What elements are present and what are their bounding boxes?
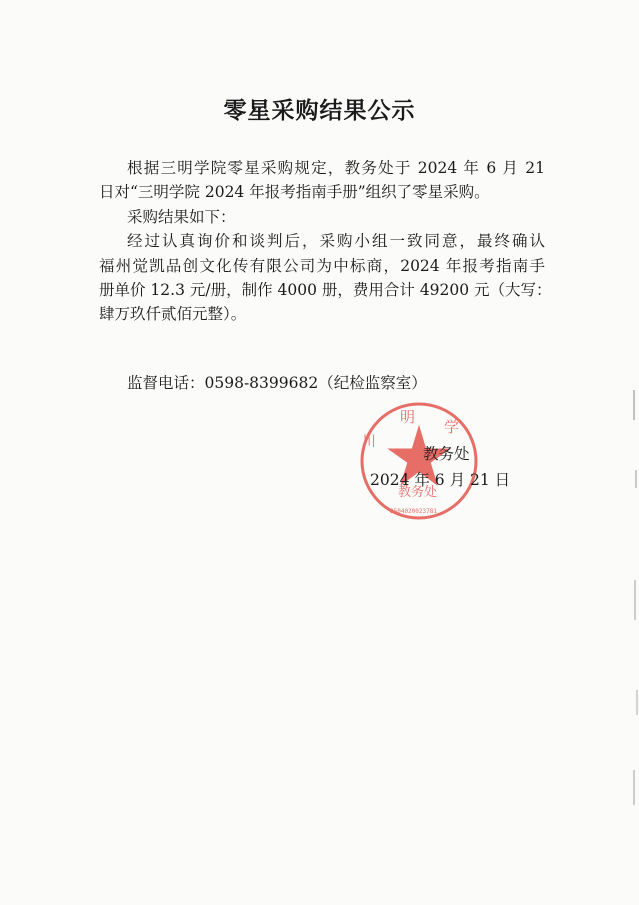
scan-edge-marks (627, 0, 639, 905)
svg-text:明: 明 (400, 408, 416, 426)
paragraph1-line-2: 日对“三明学院 2024 年报考指南手册”组织了零星采购。 (99, 183, 490, 201)
result-heading: 采购结果如下： (127, 208, 236, 226)
paragraph2-line-3: 册单价 12.3 元/册，制作 4000 册，费用合计 49200 元（大写： (99, 281, 552, 299)
signoff-date: 2024 年 6 月 21 日 (370, 471, 511, 489)
paragraph2-line-1: 经过认真询价和谈判后，采购小组一致同意，最终确认 (127, 232, 545, 250)
paragraph2-line-4: 肆万玖仟贰佰元整）。 (99, 305, 247, 323)
svg-text:教务处: 教务处 (398, 485, 438, 500)
svg-text:3504020023781: 3504020023781 (390, 508, 437, 515)
document-title: 零星采购结果公示 (223, 98, 416, 124)
paragraph1-line-1: 根据三明学院零星采购规定，教务处于 2024 年 6 月 21 (127, 159, 545, 177)
svg-text:川: 川 (362, 434, 376, 450)
signoff-department: 教务处 (423, 445, 470, 463)
supervision-phone: 监督电话：0598-8399682（纪检监察室） (127, 374, 427, 392)
svg-text:学: 学 (444, 418, 460, 436)
paragraph2-line-2: 福州觉凯品创文化传有限公司为中标商，2024 年报考指南手 (99, 257, 545, 275)
